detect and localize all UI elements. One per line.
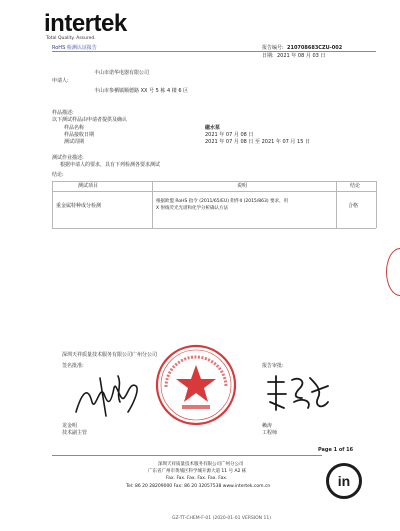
table-bottom-rule (52, 228, 376, 229)
sample-received-value: 2021 年 07 月 08 日 (205, 132, 254, 138)
requirement-label: 测试作业描述: (52, 155, 84, 161)
reviewer-signature (262, 372, 332, 416)
reviewed-label: 报告审批: (262, 363, 284, 369)
footer-rule (52, 455, 322, 456)
table-right-border (376, 181, 377, 228)
report-date: 2021 年 08 月 03 日 (277, 53, 326, 59)
logo-tagline: Total Quality. Assured. (46, 36, 96, 41)
issuing-company: 深圳天祥质量技术服务有限公司广州分公司 (62, 352, 158, 358)
report-type: RoHS 检测认证报告 (52, 45, 97, 51)
table-cell-result: 合格 (348, 203, 359, 209)
conclusion-label: 结论: (52, 172, 64, 178)
applicant-name: 丰山市诺华电器有限公司 (94, 70, 150, 76)
table-header-item: 测试项目 (78, 183, 99, 189)
approved-label: 签名批准: (62, 363, 84, 369)
reviewer-name: 赖涛 (262, 423, 273, 429)
table-left-border (52, 181, 53, 228)
table-cell-desc-line2: X 射线荧光光谱和化学分析确认方法 (156, 206, 229, 211)
footer-fax-line: Fax. Fax. Fax. Fax. Fax. Fax. (166, 476, 228, 481)
footer-contact: Tel: 86 20 28209000 Fax: 86 20 32057538 www.intertek.com.cn (126, 484, 271, 489)
header-rule (52, 51, 376, 52)
sample-note: 以下测试样品由申请者提供及确认 (52, 117, 128, 123)
applicant-address: 丰山市参栖镇顺德路 XX 号 5 栋 4 楼 6 区 (94, 88, 189, 94)
footer-company: 深圳天祥质量技术服务有限公司广州分公司 (158, 462, 244, 467)
sample-received-label: 样品接收日期 (64, 132, 95, 138)
intertek-logo: intertek (44, 10, 127, 37)
edge-mark (386, 248, 400, 296)
sample-name-value: 磁水泵 (205, 125, 221, 131)
approver-signature (70, 372, 150, 420)
in-logo-icon: in (326, 463, 362, 499)
table-cell-item: 重金属特种成分检测 (56, 203, 102, 209)
report-no: 210708683CZU-002 (287, 45, 343, 51)
test-period-value: 2021 年 07 月 08 日 至 2021 年 07 月 15 日 (205, 139, 310, 145)
table-header-rule (52, 191, 376, 192)
signer-title: 技术副主管 (62, 430, 88, 436)
test-period-label: 测试周期 (64, 139, 85, 145)
signer-name: 龙金明 (62, 423, 78, 429)
sample-section-label: 样品描述: (52, 110, 74, 116)
requirement-text: 根据申请人的要求，具有下列检测各要求测试 (60, 162, 161, 168)
report-no-label: 报告编号: (262, 45, 284, 51)
footer-address: 广东省广州市黄埔区科学城开源大道 11 号 A2 栋 (148, 469, 247, 474)
date-label: 日期: (262, 53, 274, 59)
table-header-result: 结论 (350, 183, 361, 189)
table-header-desc: 说明 (237, 183, 248, 189)
footer-form-code: GZ-TT-CHEM-F-01 (2020-01-01 VERSION 11) (172, 516, 271, 521)
applicant-label: 申请人: (52, 78, 69, 84)
table-top-rule (52, 181, 376, 182)
company-seal (154, 343, 238, 427)
table-col-divider-1 (152, 181, 153, 228)
page-number: Page 1 of 16 (318, 447, 354, 453)
sample-name-label: 样品名称 (64, 125, 85, 131)
table-col-divider-2 (336, 181, 337, 228)
reviewer-title: 工程师 (262, 430, 278, 436)
table-cell-desc-line1: 根据欧盟 RoHS 指令 (2011/65/EU) 附件II (2015/863) 要求，用 (156, 199, 289, 204)
